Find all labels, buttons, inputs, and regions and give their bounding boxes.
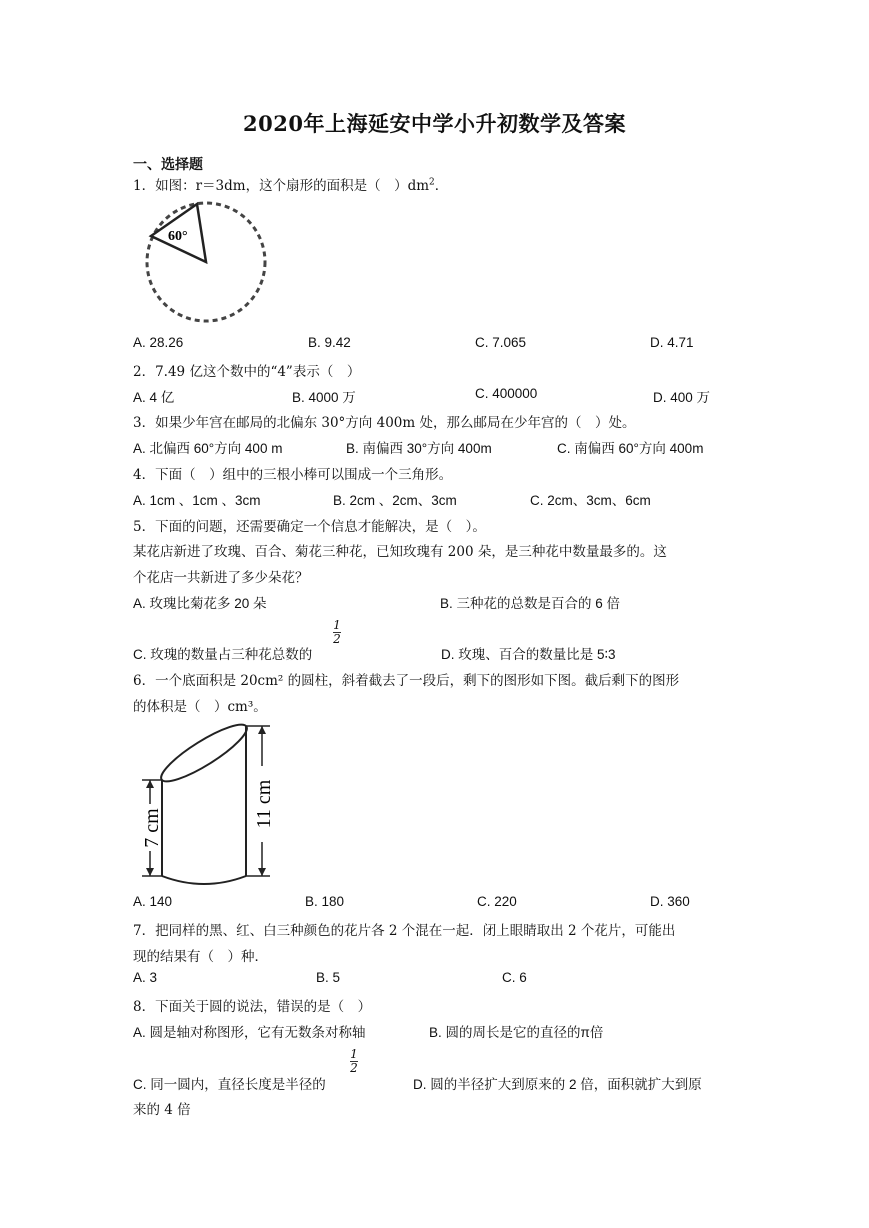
q2-option-a: A. 4 亿 bbox=[133, 390, 175, 405]
question-1-tail: ． bbox=[434, 178, 449, 194]
cut-surface-ellipse bbox=[155, 716, 253, 789]
q4-option-c: C. 2cm、3cm、6cm bbox=[530, 493, 651, 508]
cut-cylinder-figure bbox=[134, 716, 284, 890]
arrow-down-icon bbox=[258, 868, 266, 876]
q8-option-c: C. 同一圆内，直径长度是半径的 bbox=[133, 1077, 326, 1092]
q5-option-c: C. 玫瑰的数量占三种花总数的 bbox=[133, 647, 313, 662]
q8-option-b: B. 圆的周长是它的直径的π倍 bbox=[429, 1025, 604, 1040]
question-5-body-line1: 某花店新进了玫瑰、百合、菊花三种花，已知玫瑰有 200 朵，是三种花中数量最多的。这 bbox=[133, 544, 667, 560]
fraction-denominator: 2 bbox=[333, 632, 341, 646]
fraction-one-half bbox=[332, 620, 342, 645]
angle-label: 60° bbox=[168, 229, 188, 244]
q6-option-c: C. 220 bbox=[477, 894, 517, 909]
q5-option-d: D. 玫瑰、百合的数量比是 5∶3 bbox=[441, 647, 616, 662]
arrow-up-icon bbox=[146, 780, 154, 788]
q4-option-b: B. 2cm 、2cm、3cm bbox=[333, 493, 457, 508]
question-6-stem-line2: 的体积是（ ）cm³。 bbox=[133, 699, 267, 715]
question-5-body-line2: 个花店一共新进了多少朵花？ bbox=[133, 570, 309, 586]
q1-option-d: D. 4.71 bbox=[650, 335, 694, 350]
question-7-stem-line1: 7．把同样的黑、红、白三种颜色的花片各 2 个混在一起．闭上眼睛取出 2 个花片，可能出 bbox=[133, 923, 676, 939]
q6-option-a: A. 140 bbox=[133, 894, 173, 909]
q8-option-d-line2: 来的 4 倍 bbox=[133, 1102, 191, 1118]
fraction-denominator: 2 bbox=[350, 1061, 358, 1075]
q3-option-c: C. 南偏西 60°方向 400m bbox=[557, 441, 704, 456]
q2-option-d: D. 400 万 bbox=[653, 390, 711, 405]
q7-option-c: C. 6 bbox=[502, 970, 527, 985]
q3-option-a: A. 北偏西 60°方向 400 m bbox=[133, 441, 283, 456]
q3-option-b: B. 南偏西 30°方向 400m bbox=[346, 441, 492, 456]
question-1-stem bbox=[133, 174, 448, 194]
q5-option-b: B. 三种花的总数是百合的 6 倍 bbox=[440, 596, 621, 611]
q6-option-b: B. 180 bbox=[305, 894, 345, 909]
question-3-stem: 3．如果少年宫在邮局的北偏东 30°方向 400m 处，那么邮局在少年宫的（ ）处。 bbox=[133, 415, 636, 431]
arrow-down-icon bbox=[146, 868, 154, 876]
q6-option-d: D. 360 bbox=[650, 894, 690, 909]
cylinder-base-arc bbox=[162, 876, 246, 884]
fraction-one-half bbox=[349, 1049, 359, 1074]
q2-option-c: C. 400000 bbox=[475, 386, 538, 401]
q2-option-b: B. 4000 万 bbox=[292, 390, 356, 405]
question-2-stem: 2．7.49 亿这个数中的“4”表示（ ） bbox=[133, 364, 361, 380]
question-7-stem-line2: 现的结果有（ ）种． bbox=[133, 949, 268, 965]
q8-option-d-line1: D. 圆的半径扩大到原来的 2 倍，面积就扩大到原 bbox=[413, 1077, 702, 1092]
dimension-7cm: 7 cm bbox=[141, 808, 163, 848]
q7-option-b: B. 5 bbox=[316, 970, 341, 985]
section-heading: 一、选择题 bbox=[133, 157, 203, 173]
q1-option-a: A. 28.26 bbox=[133, 335, 184, 350]
q8-option-a: A. 圆是轴对称图形，它有无数条对称轴 bbox=[133, 1025, 366, 1040]
sector-figure bbox=[140, 198, 270, 328]
dimension-11cm: 11 cm bbox=[253, 779, 275, 829]
fraction-numerator: 1 bbox=[333, 618, 341, 632]
page-title: 2020年上海延安中学小升初数学及答案 bbox=[243, 111, 626, 136]
superscript: 2 bbox=[429, 177, 435, 188]
question-8-stem: 8．下面关于圆的说法，错误的是（ ） bbox=[133, 999, 372, 1015]
q1-option-b: B. 9.42 bbox=[308, 335, 351, 350]
q7-option-a: A. 3 bbox=[133, 970, 158, 985]
q5-option-a: A. 玫瑰比菊花多 20 朵 bbox=[133, 596, 267, 611]
arrow-up-icon bbox=[258, 726, 266, 734]
question-4-stem: 4．下面（ ）组中的三根小棒可以围成一个三角形。 bbox=[133, 467, 453, 483]
fraction-numerator: 1 bbox=[350, 1047, 358, 1061]
question-6-stem-line1: 6．一个底面积是 20cm² 的圆柱，斜着截去了一段后，剩下的图形如下图。截后剩下的图形 bbox=[133, 673, 680, 689]
question-5-stem: 5．下面的问题，还需要确定一个信息才能解决，是（ ）。 bbox=[133, 519, 486, 535]
q4-option-a: A. 1cm 、1cm 、3cm bbox=[133, 493, 261, 508]
question-1-text: 1．如图：r＝3dm，这个扇形的面积是（ ）dm bbox=[133, 178, 430, 194]
q1-option-c: C. 7.065 bbox=[475, 335, 527, 350]
